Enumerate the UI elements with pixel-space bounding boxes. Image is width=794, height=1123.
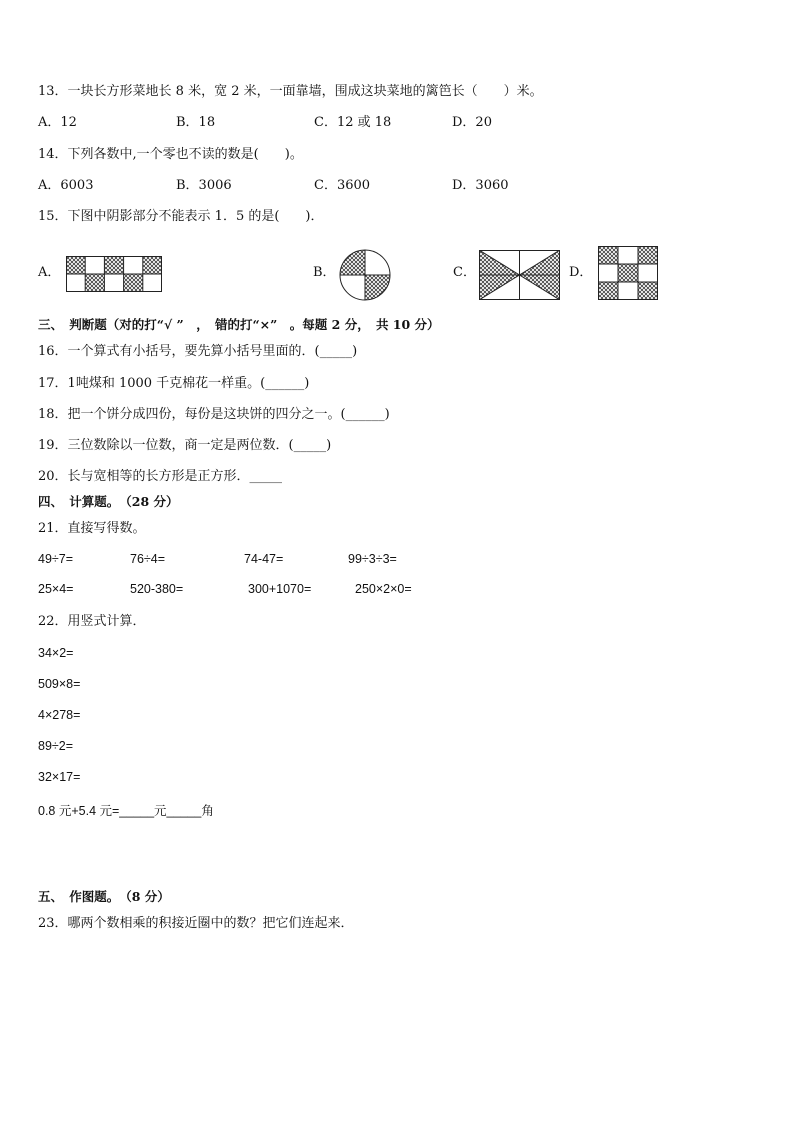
question-20: 20．长与宽相等的长方形是正方形．_____ (38, 469, 283, 484)
calc-item: 49÷7= (38, 552, 74, 566)
section-3-heading: 三、 判断题（对的打“√ ” ， 错的打“×” 。每题 2 分， 共 10 分） (38, 317, 440, 332)
calc-item: 76÷4= (130, 552, 166, 566)
calc-item: 250×2×0= (355, 582, 412, 596)
q14-option-d: D．3060 (452, 178, 509, 193)
q14-option-a: A．6003 (38, 178, 94, 193)
q15-figure-c (479, 250, 560, 300)
calc-item: 300+1070= (248, 582, 312, 596)
q15-figure-d (598, 246, 658, 300)
question-23: 23．哪两个数相乘的积接近圈中的数？把它们连起来． (38, 916, 354, 931)
q13-option-d: D．20 (452, 115, 492, 130)
q14-option-c: C．3600 (314, 178, 371, 193)
vertical-calc-item: 4×278= (38, 708, 81, 722)
question-18: 18．把一个饼分成四份，每份是这块饼的四分之一。(______) (38, 407, 390, 422)
q15-label-d: D． (569, 265, 593, 280)
q13-option-a: A．12 (38, 115, 77, 130)
vertical-calc-item: 34×2= (38, 646, 74, 660)
q13-option-c: C．12 或 18 (314, 115, 392, 130)
q14-option-b: B．3006 (176, 178, 232, 193)
q15-figure-b (338, 248, 392, 302)
question-19: 19．三位数除以一位数，商一定是两位数．(_____) (38, 438, 332, 453)
q15-label-c: C． (453, 265, 476, 280)
q15-figure-a (66, 256, 162, 292)
question-13-stem: 13．一块长方形菜地长 8 米，宽 2 米，一面靠墙，围成这块菜地的篱笆长（ ）米。 (38, 84, 543, 99)
calc-item: 74-47= (244, 552, 284, 566)
question-14-stem: 14．下列各数中,一个零也不读的数是( )。 (38, 147, 303, 162)
question-16: 16．一个算式有小括号，要先算小括号里面的．(_____) (38, 344, 358, 359)
vertical-calc-item: 89÷2= (38, 739, 74, 753)
vertical-calc-item: 0.8 元+5.4 元=_____元_____角 (38, 804, 214, 818)
vertical-calc-item: 32×17= (38, 770, 81, 784)
question-22-stem: 22．用竖式计算． (38, 614, 146, 629)
section-4-heading: 四、 计算题。 （28 分） (38, 494, 179, 509)
vertical-calc-item: 509×8= (38, 677, 81, 691)
q15-label-b: B． (313, 265, 336, 280)
question-21-stem: 21．直接写得数。 (38, 521, 146, 536)
question-17: 17．1吨煤和 1000 千克棉花一样重。(______) (38, 376, 310, 391)
calc-item: 25×4= (38, 582, 74, 596)
q15-label-a: A． (38, 265, 61, 280)
q13-option-b: B．18 (176, 115, 216, 130)
question-15-stem: 15．下图中阴影部分不能表示 1．5 的是( )． (38, 209, 324, 224)
calc-item: 520-380= (130, 582, 184, 596)
section-5-heading: 五、 作图题。 （8 分） (38, 889, 170, 904)
calc-item: 99÷3÷3= (348, 552, 397, 566)
